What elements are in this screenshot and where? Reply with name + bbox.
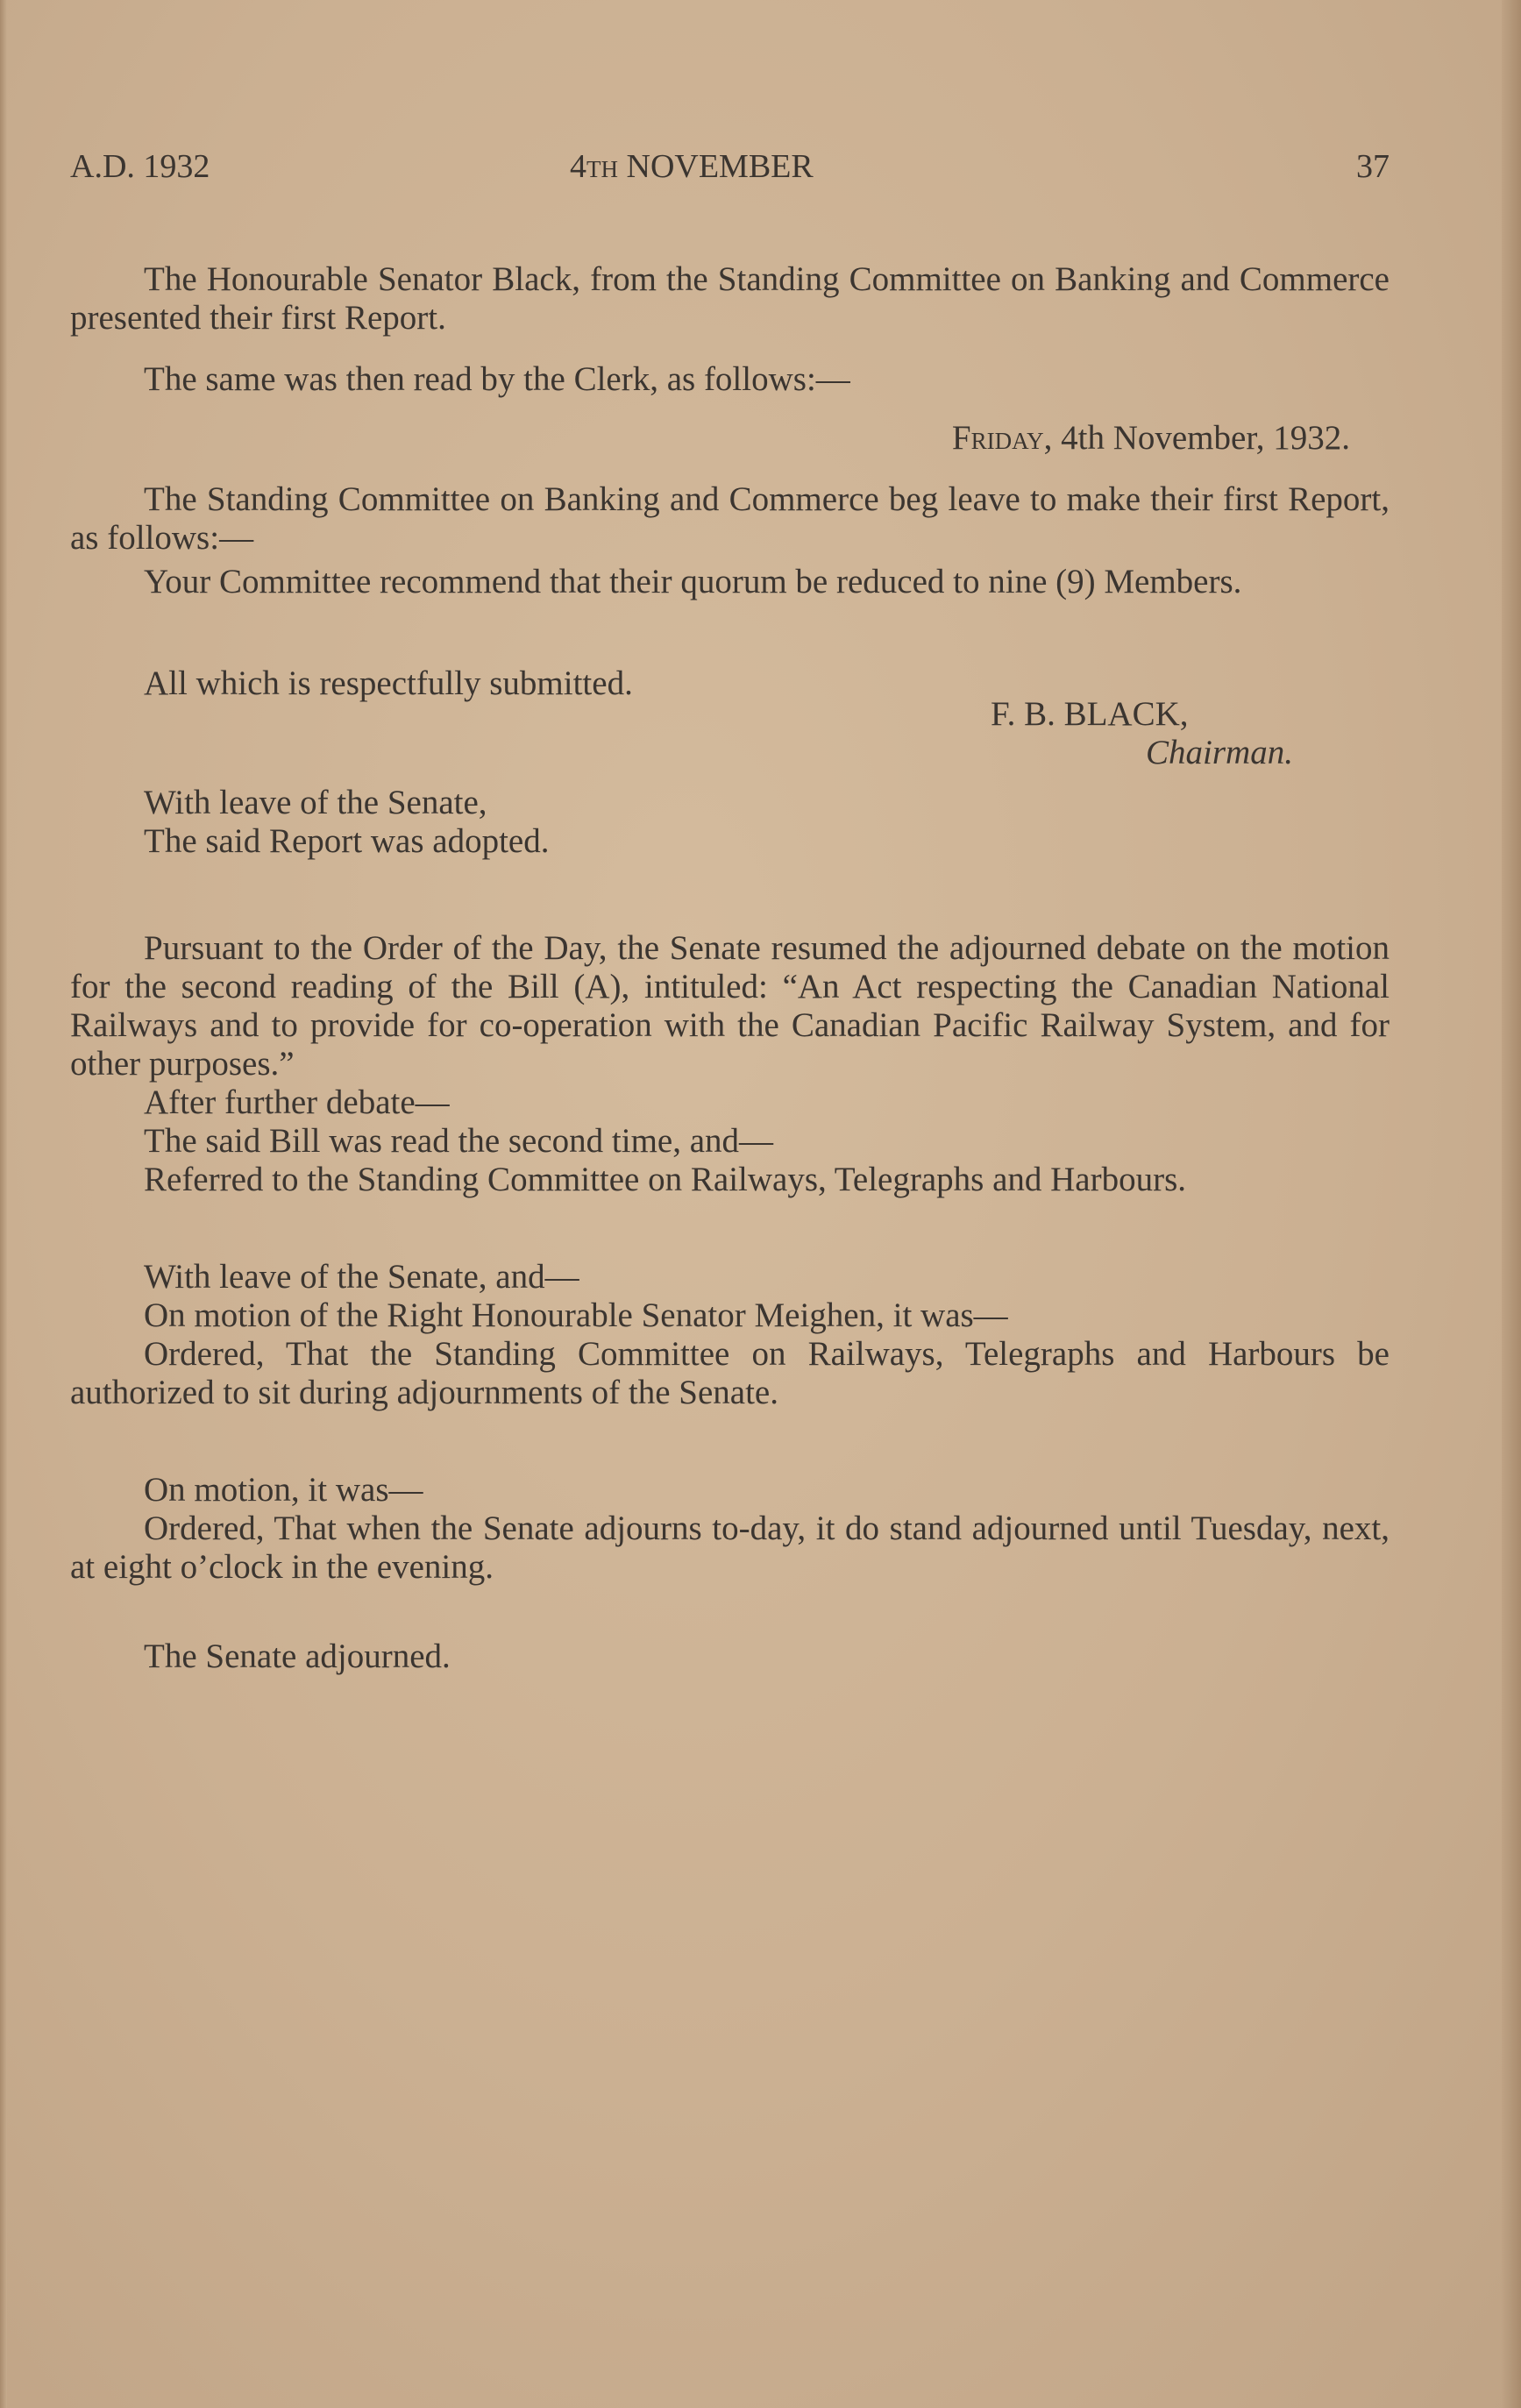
report-date-line bbox=[70, 419, 1350, 458]
closing-section bbox=[70, 1637, 1390, 1676]
header-year: A.D. 1932 bbox=[70, 148, 210, 185]
signatory-title: Chairman. bbox=[1146, 734, 1293, 771]
adjournment-ordered: Ordered, That when the Senate adjourns to-day, it do stand adjourned until Tuesday, next, at eight o’clock in the evening. bbox=[70, 1509, 1390, 1586]
senate-adjourned: The Senate adjourned. bbox=[144, 1637, 451, 1675]
signatory-name: F. B. BLACK, bbox=[991, 695, 1189, 733]
bill-pursuant: Pursuant to the Order of the Day, the Senate resumed the adjourned debate on the motion for the second reading of the Bill (A), intituled: “An Act respecting the Canadian National Railways and to provide for co-operation with the Canadian Pacific Railway System, and for other purposes.” bbox=[70, 929, 1390, 1083]
bill-referred: Referred to the Standing Committee on Railways, Telegraphs and Harbours. bbox=[144, 1161, 1187, 1198]
signature-block bbox=[991, 695, 1341, 772]
report-presented-text: The Honourable Senator Black, from the Standing Committee on Banking and Commerce presented their first Report. bbox=[70, 260, 1390, 337]
page-number: 37 bbox=[1356, 148, 1390, 185]
bill-after-debate: After further debate— bbox=[144, 1083, 450, 1121]
report-date-day: Friday, bbox=[951, 419, 1053, 457]
report-adopted: The said Report was adopted. bbox=[144, 822, 550, 860]
header-day: 4th bbox=[570, 148, 618, 185]
adjournment-motion-section bbox=[70, 1471, 1390, 1587]
report-read bbox=[70, 360, 1390, 399]
committee-motion: On motion of the Right Honourable Senator Meighen, it was— bbox=[144, 1296, 1008, 1334]
page-edge-right bbox=[1502, 0, 1521, 2408]
bill-second-time: The said Bill was read the second time, and— bbox=[144, 1122, 774, 1160]
header-month: NOVEMBER bbox=[626, 148, 814, 185]
adjournment-motion: On motion, it was— bbox=[144, 1471, 423, 1509]
committee-motion-section bbox=[70, 1258, 1390, 1412]
report-adoption bbox=[70, 784, 1390, 861]
bill-section bbox=[70, 929, 1390, 1199]
report-recommend bbox=[70, 563, 1390, 601]
running-header bbox=[70, 147, 1390, 200]
report-date-rest: 4th November, 1932. bbox=[1061, 419, 1350, 457]
report-read-text: The same was then read by the Clerk, as follows:— bbox=[144, 360, 850, 398]
report-leave-text: The Standing Committee on Banking and Commerce beg leave to make their first Report, as follows:— bbox=[70, 480, 1390, 557]
page-edge-left bbox=[0, 0, 7, 2408]
report-recommend-text: Your Committee recommend that their quorum be reduced to nine (9) Members. bbox=[144, 563, 1242, 600]
committee-leave: With leave of the Senate, and— bbox=[144, 1258, 579, 1296]
report-leave-senate: With leave of the Senate, bbox=[144, 784, 487, 821]
report-presented bbox=[70, 260, 1390, 337]
report-leave bbox=[70, 480, 1390, 558]
header-date bbox=[570, 147, 814, 186]
committee-ordered: Ordered, That the Standing Committee on Railways, Telegraphs and Harbours be authorized to sit during adjournments of the Senate. bbox=[70, 1335, 1390, 1411]
report-submitted-text: All which is respectfully submitted. bbox=[144, 664, 633, 702]
